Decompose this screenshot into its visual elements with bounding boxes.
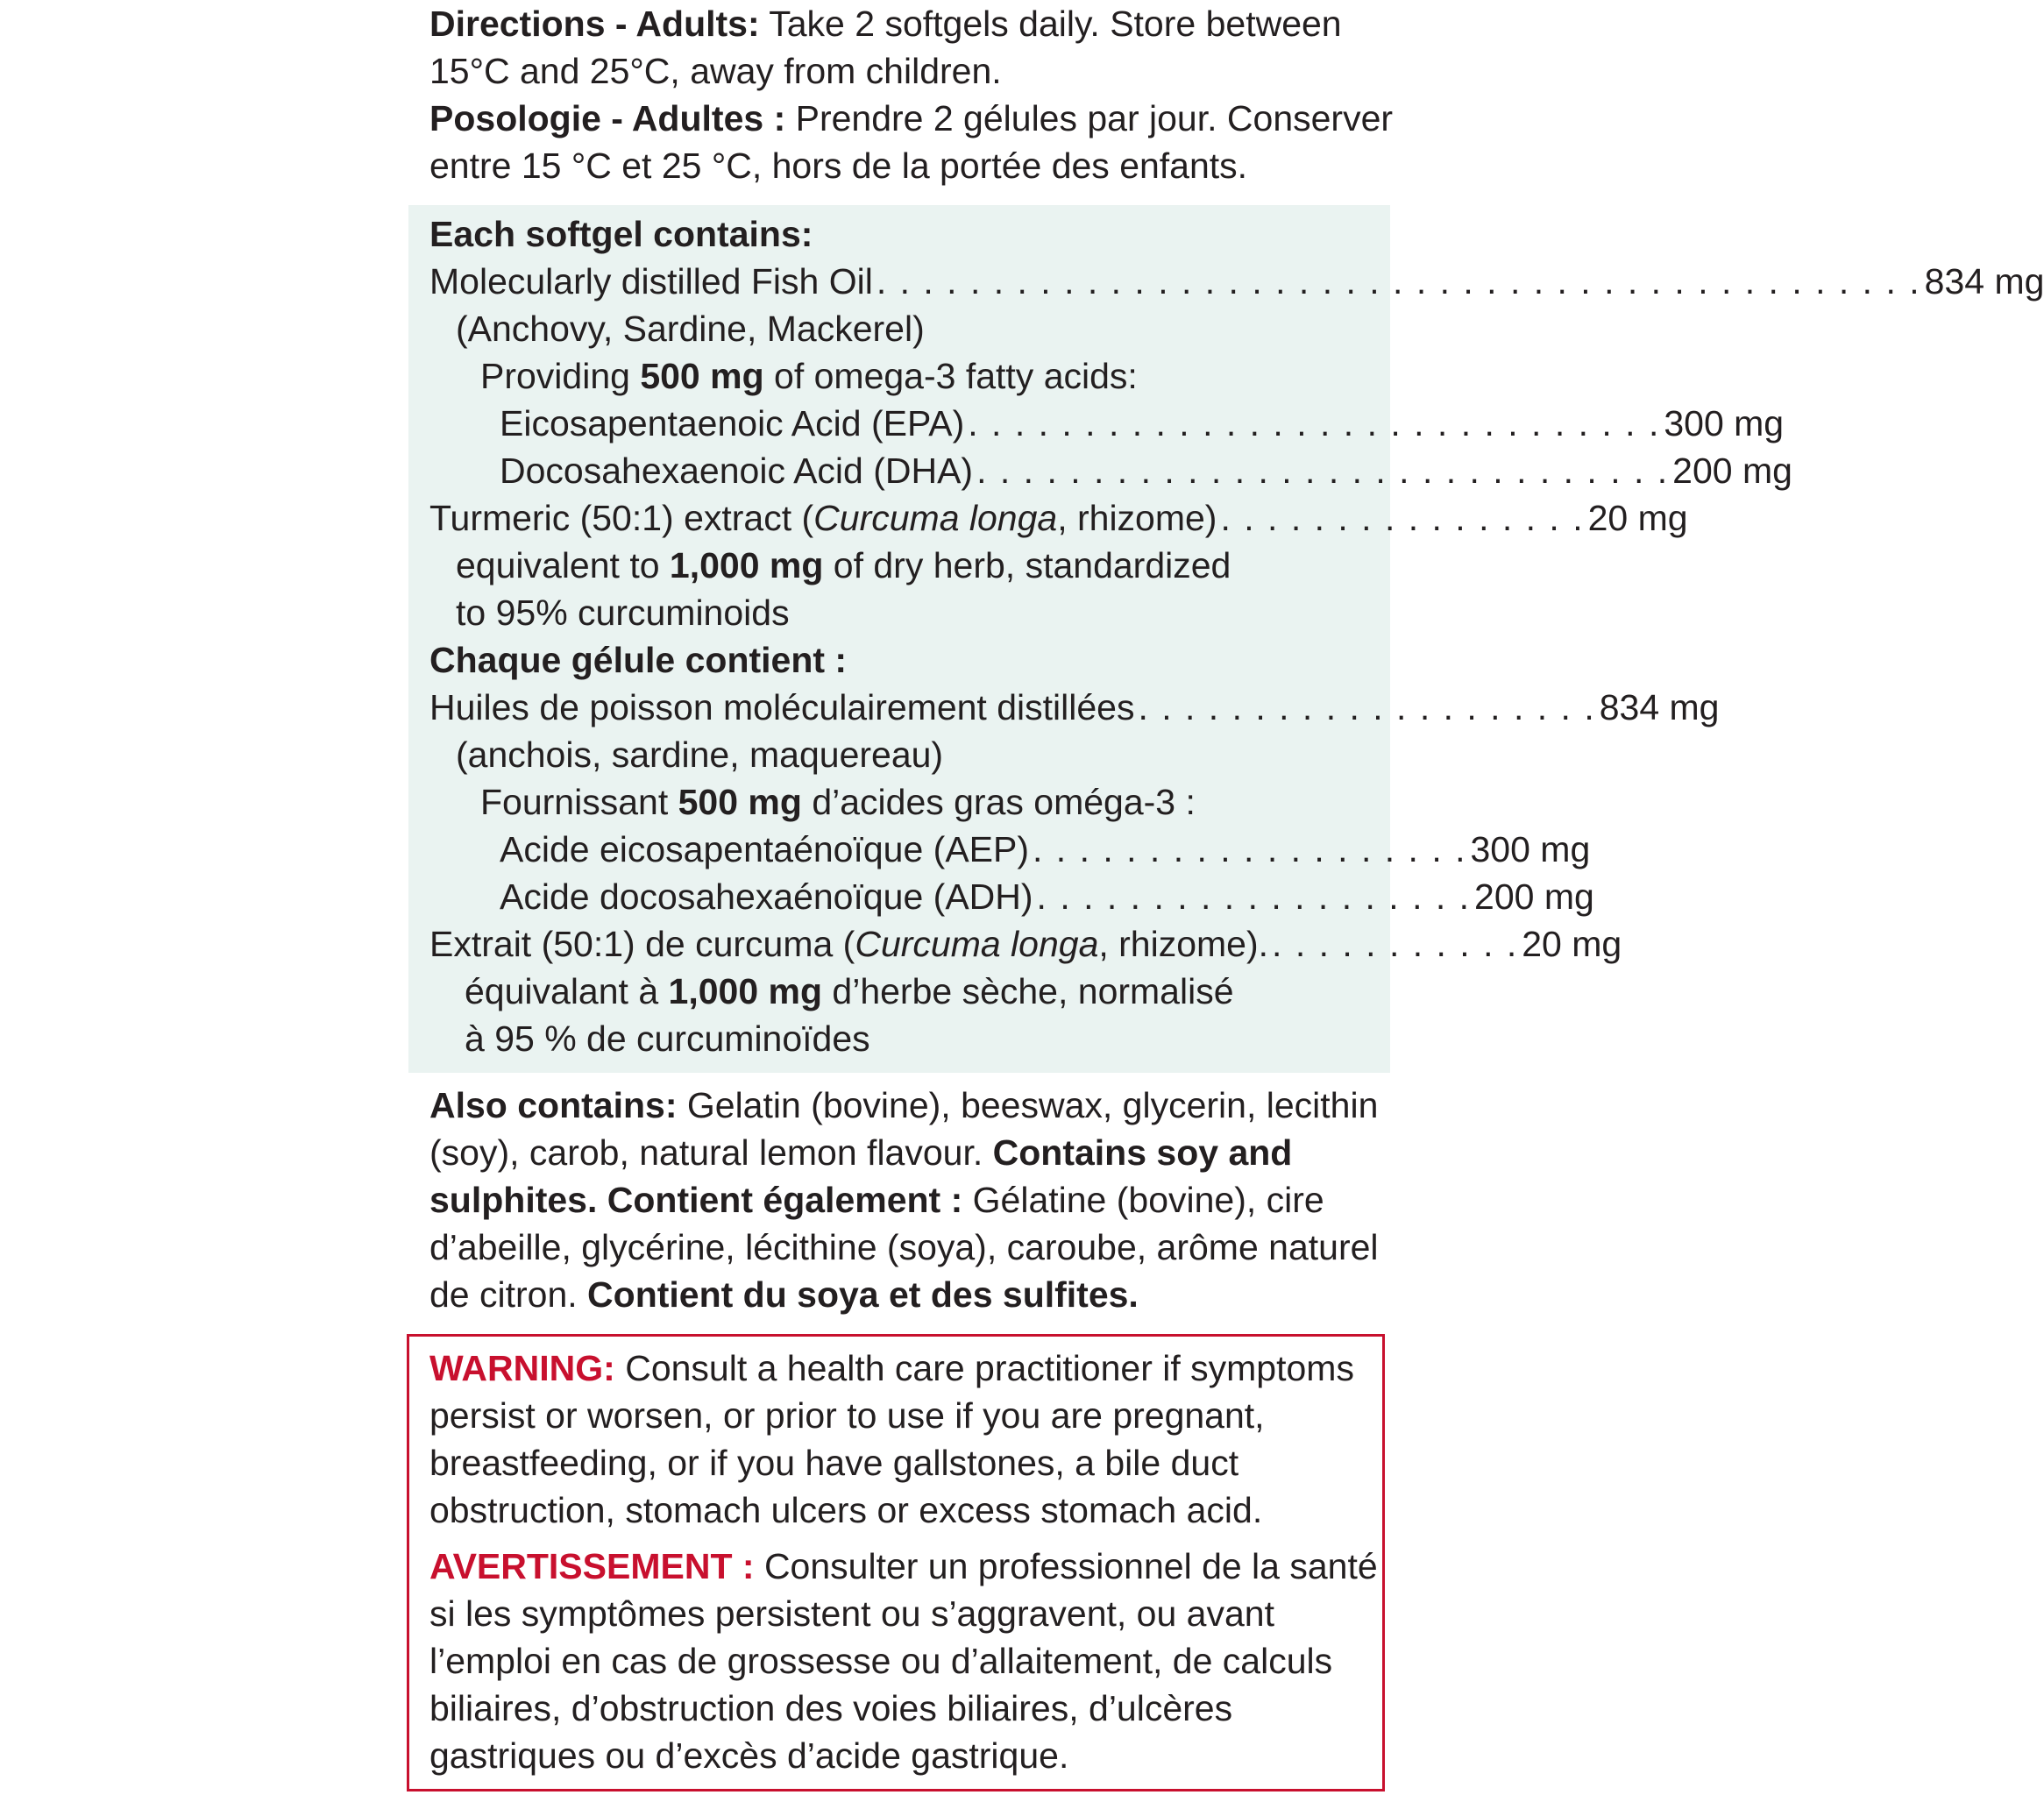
also-contains-text: [429, 1082, 1394, 1318]
ingredient-name: Eicosapentaenoic Acid (EPA): [500, 403, 965, 443]
turmeric-pre: Extrait (50:1) de curcuma (: [429, 924, 855, 964]
allergen-fr: Contient du soya et des sulfites.: [587, 1274, 1139, 1315]
directions-section: [429, 0, 1394, 189]
contains-en-heading: Each softgel contains:: [429, 214, 813, 254]
also-contains-fr-label: Contient également :: [597, 1180, 963, 1220]
warning-en: [429, 1344, 1385, 1534]
directions-en-text: Take 2 softgels daily. Store between 15°C and 25°C, away from children.: [429, 4, 1342, 91]
equiv-pre: équivalant à: [465, 971, 669, 1011]
equiv-post: d’herbe sèche, normalisé: [822, 971, 1234, 1011]
turmeric-post: , rhizome).: [1098, 924, 1269, 964]
ingredient-row-fish-oil-fr: [429, 684, 1720, 731]
ingredient-amount: 200 mg: [1474, 876, 1594, 917]
also-contains-section: [429, 1082, 1394, 1318]
leader-dots: . . . . . . . . . . .: [1272, 924, 1519, 964]
warning-fr-label: AVERTISSEMENT :: [429, 1546, 755, 1586]
providing-post: of omega-3 fatty acids:: [763, 356, 1138, 396]
ingredients-section: [429, 210, 2044, 1062]
ingredient-row-epa-en: [429, 400, 1785, 447]
warning-en-text: Consult a health care practitioner if symptoms persist or worsen, or prior to use if you are pregnant, breastfeeding, or if you have gallstones, a bile duct obstruction, stomach ulcers or excess stomach acid.: [429, 1348, 1354, 1530]
equivalent-fr: [429, 968, 1376, 1015]
also-contains-en-text: Gelatin (bovine), beeswax, glycerin, lecithin (soy), carob, natural lemon flavour.: [429, 1085, 1379, 1173]
providing-en: [429, 352, 1376, 400]
allergen-en: Contains soy and sulphites.: [429, 1132, 1293, 1220]
equivalent-en: [429, 542, 1376, 589]
providing-post: d’acides gras oméga-3 :: [801, 782, 1196, 822]
turmeric-post: , rhizome): [1057, 498, 1217, 538]
ingredient-row-adh-fr: [429, 873, 1594, 920]
ingredient-amount: 200 mg: [1672, 451, 1792, 491]
directions-en-label: Directions - Adults:: [429, 4, 760, 44]
turmeric-latin: Curcuma longa: [813, 498, 1058, 538]
directions-en: [429, 0, 1394, 95]
ingredient-amount: 300 mg: [1664, 403, 1785, 443]
ingredient-name: Acide docosahexaénoïque (ADH): [500, 876, 1033, 917]
ingredient-amount: 834 mg: [1924, 261, 2044, 302]
ingredient-amount: 834 mg: [1599, 687, 1720, 727]
turmeric-latin: Curcuma longa: [855, 924, 1099, 964]
providing-amount: 500 mg: [678, 782, 802, 822]
warning-fr-text: Consulter un professionnel de la santé si les symptômes persistent ou s’aggravent, ou avant l’emploi en cas de grossesse ou d’allaitement, de calculs biliaires, d’obstruction des voies biliaires, d’ulcères gastriques ou d’excès d’acide gastrique.: [429, 1546, 1378, 1776]
equiv-amount: 1,000 mg: [669, 545, 824, 585]
providing-amount: 500 mg: [640, 356, 764, 396]
warning-fr: [429, 1543, 1385, 1779]
providing-pre: Providing: [480, 356, 641, 396]
ingredient-name: Docosahexaenoic Acid (DHA): [500, 451, 974, 491]
standardized-en: to 95% curcuminoids: [456, 592, 790, 633]
ingredient-amount: 20 mg: [1522, 924, 1622, 964]
standardized-fr: à 95 % de curcuminoïdes: [465, 1018, 870, 1059]
ingredient-name: Huiles de poisson moléculairement distillées: [429, 687, 1135, 727]
equiv-post: of dry herb, standardized: [823, 545, 1231, 585]
ingredient-row-turmeric-en: [429, 494, 1688, 542]
leader-dots: . . . . . . . . . . . . . . . . . . . . . . . . . . . . . . . . . . . . . . . . . . . . .: [876, 261, 1921, 302]
providing-fr: [429, 778, 1376, 826]
directions-fr: [429, 95, 1394, 189]
also-contains-fr-text: Gélatine (bovine), cire d’abeille, glycérine, lécithine (soya), caroube, arôme naturel de citron.: [429, 1180, 1379, 1315]
turmeric-pre: Turmeric (50:1) extract (: [429, 498, 814, 538]
warning-en-label: WARNING:: [429, 1348, 615, 1388]
leader-dots: . . . . . . . . . . . . . . . . . . .: [1036, 876, 1472, 917]
warning-section: [429, 1344, 1385, 1788]
ingredient-name: [429, 920, 1268, 968]
providing-pre: Fournissant: [480, 782, 678, 822]
ingredient-row-curcuma-fr: [429, 920, 1622, 968]
directions-fr-label: Posologie - Adultes :: [429, 98, 786, 138]
equiv-amount: 1,000 mg: [668, 971, 823, 1011]
ingredient-row-aep-fr: [429, 826, 1591, 873]
directions-fr-text: Prendre 2 gélules par jour. Conserver entre 15 °C et 25 °C, hors de la portée des enfants.: [429, 98, 1394, 186]
ingredient-row-fish-oil-en: [429, 258, 2044, 305]
ingredient-amount: 300 mg: [1470, 829, 1591, 869]
ingredient-name: Molecularly distilled Fish Oil: [429, 261, 873, 302]
ingredient-row-dha-en: [429, 447, 1792, 494]
fish-source-en: (Anchovy, Sardine, Mackerel): [456, 309, 925, 349]
ingredient-amount: 20 mg: [1587, 498, 1688, 538]
leader-dots: . . . . . . . . . . . . . . . .: [1220, 498, 1585, 538]
equiv-pre: equivalent to: [456, 545, 670, 585]
contains-fr-heading: Chaque gélule contient :: [429, 640, 848, 680]
ingredient-name: [429, 494, 1217, 542]
also-contains-en-label: Also contains:: [429, 1085, 678, 1125]
leader-dots: . . . . . . . . . . . . . . . . . . .: [1033, 829, 1467, 869]
leader-dots: . . . . . . . . . . . . . . . . . . . . . . . . . . . . . .: [976, 451, 1670, 491]
leader-dots: . . . . . . . . . . . . . . . . . . . . . . . . . . . . . .: [968, 403, 1661, 443]
leader-dots: . . . . . . . . . . . . . . . . . . . .: [1138, 687, 1596, 727]
ingredient-name: Acide eicosapentaénoïque (AEP): [500, 829, 1030, 869]
fish-source-fr: (anchois, sardine, maquereau): [456, 734, 944, 775]
